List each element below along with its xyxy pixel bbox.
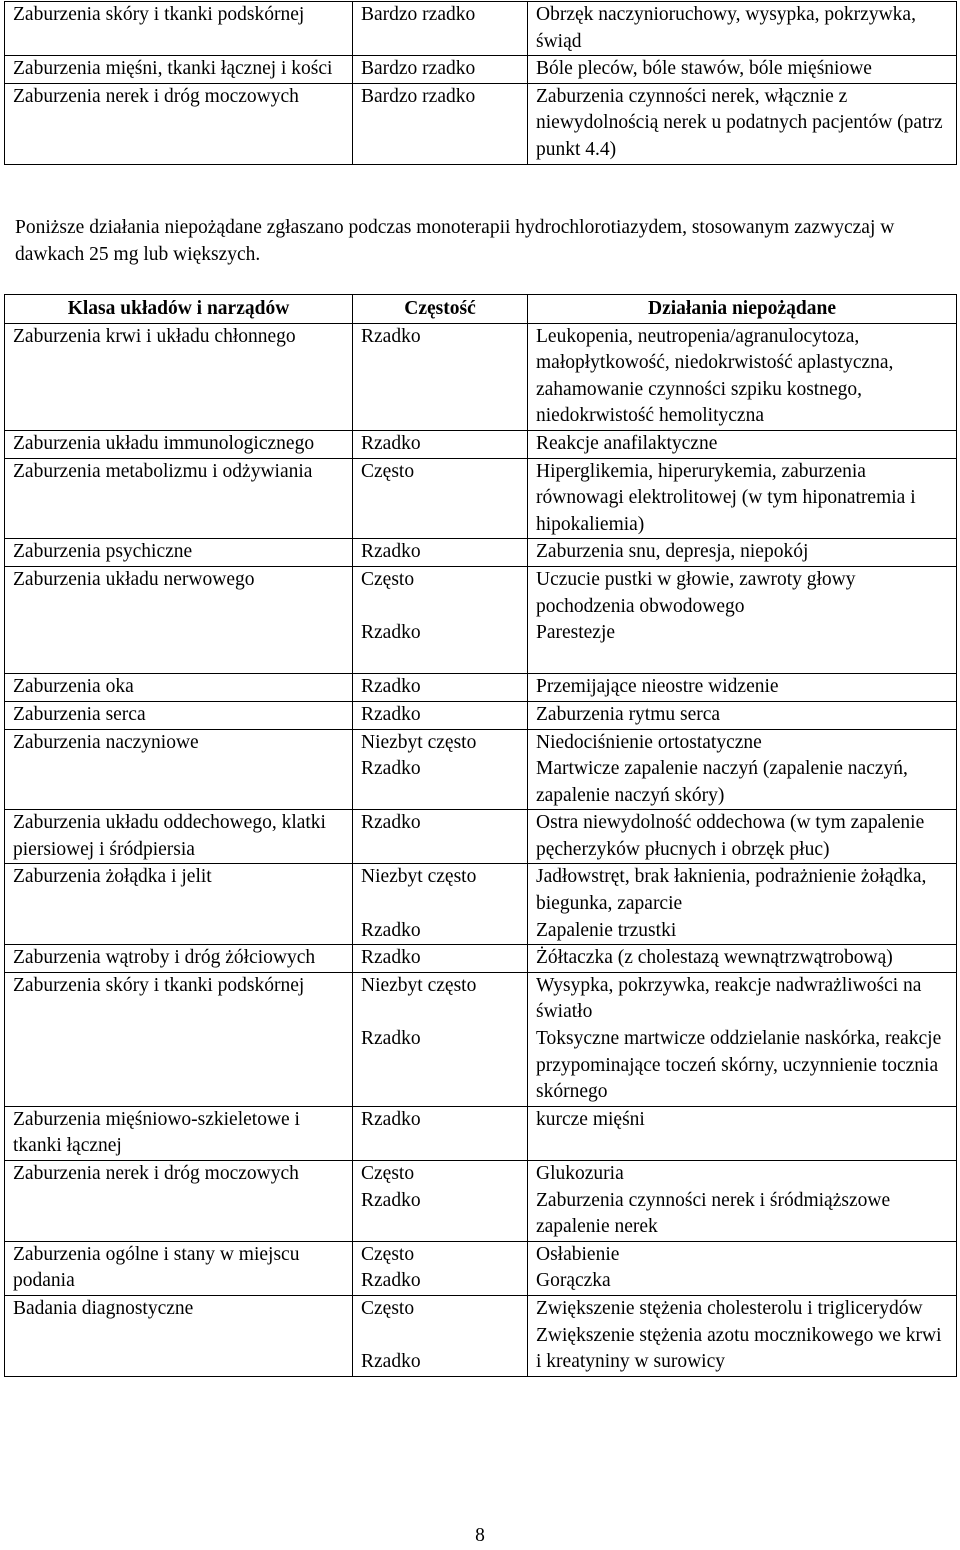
table-row <box>5 1106 957 1160</box>
system-organ-class-cell: Zaburzenia układu immunologicznego <box>5 430 353 458</box>
adverse-effect-entry: Parestezje <box>536 622 616 644</box>
adverse-effects-cell <box>528 566 957 673</box>
adverse-effect-entry: Zwiększenie stężenia cholesterolu i triglicerydów <box>536 1297 923 1319</box>
table-row <box>5 539 957 567</box>
frequency-entry: Rzadko <box>361 1189 421 1211</box>
frequency-cell <box>353 1161 528 1242</box>
table-row <box>5 430 957 458</box>
adverse-effect-entry: Niedociśnienie ortostatyczne <box>536 731 762 753</box>
frequency-entry: Często <box>361 1163 415 1184</box>
system-organ-class-cell: Zaburzenia krwi i układu chłonnego <box>5 323 353 430</box>
intro-paragraph: Poniższe działania niepożądane zgłaszano podczas monoterapii hydrochlorotiazydem, stosowanym zazwyczaj w dawkach 25 mg lub większych. <box>15 217 895 265</box>
frequency-entry: Rzadko <box>361 919 421 941</box>
table-row <box>5 83 957 164</box>
adverse-effect-entry: Glukozuria <box>536 1163 624 1184</box>
frequency-entry: Niezbyt często <box>361 974 477 996</box>
frequency-cell: Rzadko <box>353 810 528 864</box>
adverse-effects-cell <box>528 1241 957 1295</box>
adverse-effects-cell <box>528 1161 957 1242</box>
frequency-cell <box>353 566 528 673</box>
table-row <box>5 729 957 810</box>
frequency-entry: Rzadko <box>361 1028 421 1050</box>
table-row <box>5 1161 957 1242</box>
hydrochlorothiazide-adverse-effects-table <box>4 294 957 1377</box>
adverse-effect-entry: Martwicze zapalenie naczyń (zapalenie naczyń, zapalenie naczyń skóry) <box>536 758 908 806</box>
table-row <box>5 674 957 702</box>
system-organ-class-cell: Zaburzenia skóry i tkanki podskórnej <box>5 972 353 1106</box>
frequency-cell: Bardzo rzadko <box>353 2 528 56</box>
system-organ-class-cell: Zaburzenia żołądka i jelit <box>5 864 353 945</box>
frequency-cell: Bardzo rzadko <box>353 56 528 84</box>
frequency-cell <box>353 1241 528 1295</box>
adverse-effect-entry: Toksyczne martwicze oddzielanie naskórka, reakcje przypominające toczeń skórny, uczynnienie tocznia skórnego <box>536 1028 942 1103</box>
frequency-entry: Rzadko <box>361 758 421 780</box>
adverse-effects-cell: Obrzęk naczynioruchowy, wysypka, pokrzywka, świąd <box>528 2 957 56</box>
column-header-effects: Działania niepożądane <box>528 295 957 324</box>
adverse-effect-entry: Zapalenie trzustki <box>536 919 677 941</box>
frequency-cell: Rzadko <box>353 430 528 458</box>
adverse-effect-entry: Wysypka, pokrzywka, reakcje nadwrażliwości na światło <box>536 974 922 1023</box>
frequency-entry: Często <box>361 1243 415 1265</box>
adverse-effects-cell <box>528 864 957 945</box>
adverse-effects-table-continued <box>4 1 957 165</box>
adverse-effect-entry: Gorączka <box>536 1270 611 1292</box>
frequency-entry: Często <box>361 568 415 590</box>
table-row <box>5 323 957 430</box>
frequency-cell: Rzadko <box>353 674 528 702</box>
frequency-cell <box>353 729 528 810</box>
column-header-system: Klasa układów i narządów <box>5 295 353 324</box>
adverse-effects-cell <box>528 1295 957 1376</box>
frequency-cell: Rzadko <box>353 701 528 729</box>
system-organ-class-cell: Zaburzenia układu oddechowego, klatki piersiowej i śródpiersia <box>5 810 353 864</box>
page-number: 8 <box>475 1525 485 1546</box>
frequency-cell <box>353 972 528 1106</box>
system-organ-class-cell: Zaburzenia naczyniowe <box>5 729 353 810</box>
adverse-effect-entry: Zaburzenia czynności nerek i śródmiąższowe zapalenie nerek <box>536 1189 891 1238</box>
adverse-effects-cell: kurcze mięśni <box>528 1106 957 1160</box>
system-organ-class-cell: Zaburzenia ogólne i stany w miejscu podania <box>5 1241 353 1295</box>
system-organ-class-cell: Zaburzenia psychiczne <box>5 539 353 567</box>
frequency-cell: Rzadko <box>353 539 528 567</box>
adverse-effects-cell: Ostra niewydolność oddechowa (w tym zapalenie pęcherzyków płucnych i obrzęk płuc) <box>528 810 957 864</box>
adverse-effects-cell: Leukopenia, neutropenia/agranulocytoza, małopłytkowość, niedokrwistość aplastyczna, zahamowanie czynności szpiku kostnego, niedokrwistość hemolityczna <box>528 323 957 430</box>
table-row <box>5 566 957 673</box>
system-organ-class-cell: Zaburzenia układu nerwowego <box>5 566 353 673</box>
adverse-effect-entry: Jadłowstręt, brak łaknienia, podrażnienie żołądka, biegunka, zaparcie <box>536 866 927 915</box>
table-row <box>5 1241 957 1295</box>
adverse-effects-cell: Reakcje anafilaktyczne <box>528 430 957 458</box>
adverse-effects-cell: Przemijające nieostre widzenie <box>528 674 957 702</box>
frequency-entry: Rzadko <box>361 622 421 644</box>
table-row <box>5 701 957 729</box>
adverse-effect-entry: Zwiększenie stężenia azotu mocznikowego we krwi i kreatyniny w surowicy <box>536 1324 942 1373</box>
system-organ-class-cell: Zaburzenia serca <box>5 701 353 729</box>
system-organ-class-cell: Zaburzenia mięśni, tkanki łącznej i kości <box>5 56 353 84</box>
frequency-cell <box>353 864 528 945</box>
adverse-effects-cell: Żółtaczka (z cholestazą wewnątrzwątrobową) <box>528 945 957 973</box>
frequency-entry: Rzadko <box>361 1351 421 1373</box>
table-row <box>5 945 957 973</box>
adverse-effects-cell: Zaburzenia rytmu serca <box>528 701 957 729</box>
system-organ-class-cell: Zaburzenia skóry i tkanki podskórnej <box>5 2 353 56</box>
table-header-row <box>5 295 957 324</box>
adverse-effects-cell <box>528 972 957 1106</box>
frequency-entry: Niezbyt często <box>361 866 477 888</box>
frequency-entry: Niezbyt często <box>361 731 477 753</box>
table-row <box>5 864 957 945</box>
frequency-entry: Często <box>361 1297 415 1319</box>
system-organ-class-cell: Zaburzenia nerek i dróg moczowych <box>5 1161 353 1242</box>
column-header-frequency: Częstość <box>353 295 528 324</box>
system-organ-class-cell: Zaburzenia mięśniowo-szkieletowe i tkanki łącznej <box>5 1106 353 1160</box>
table-row <box>5 56 957 84</box>
system-organ-class-cell: Badania diagnostyczne <box>5 1295 353 1376</box>
table-row <box>5 972 957 1106</box>
frequency-cell: Rzadko <box>353 945 528 973</box>
frequency-cell <box>353 1295 528 1376</box>
frequency-entry: Rzadko <box>361 1270 421 1292</box>
adverse-effects-cell: Zaburzenia snu, depresja, niepokój <box>528 539 957 567</box>
table-row <box>5 458 957 539</box>
system-organ-class-cell: Zaburzenia nerek i dróg moczowych <box>5 83 353 164</box>
system-organ-class-cell: Zaburzenia oka <box>5 674 353 702</box>
system-organ-class-cell: Zaburzenia metabolizmu i odżywiania <box>5 458 353 539</box>
adverse-effect-entry: Uczucie pustki w głowie, zawroty głowy pochodzenia obwodowego <box>536 568 856 617</box>
table-row <box>5 1295 957 1376</box>
adverse-effects-cell <box>528 729 957 810</box>
adverse-effect-entry: Osłabienie <box>536 1243 620 1265</box>
frequency-cell: Bardzo rzadko <box>353 83 528 164</box>
system-organ-class-cell: Zaburzenia wątroby i dróg żółciowych <box>5 945 353 973</box>
frequency-cell: Często <box>353 458 528 539</box>
table-row <box>5 2 957 56</box>
adverse-effects-cell: Hiperglikemia, hiperurykemia, zaburzenia równowagi elektrolitowej (w tym hiponatremia i hipokaliemia) <box>528 458 957 539</box>
adverse-effects-cell: Zaburzenia czynności nerek, włącznie z niewydolnością nerek u podatnych pacjentów (patrz punkt 4.4) <box>528 83 957 164</box>
frequency-cell: Rzadko <box>353 1106 528 1160</box>
adverse-effects-cell: Bóle pleców, bóle stawów, bóle mięśniowe <box>528 56 957 84</box>
frequency-cell: Rzadko <box>353 323 528 430</box>
table-row <box>5 810 957 864</box>
